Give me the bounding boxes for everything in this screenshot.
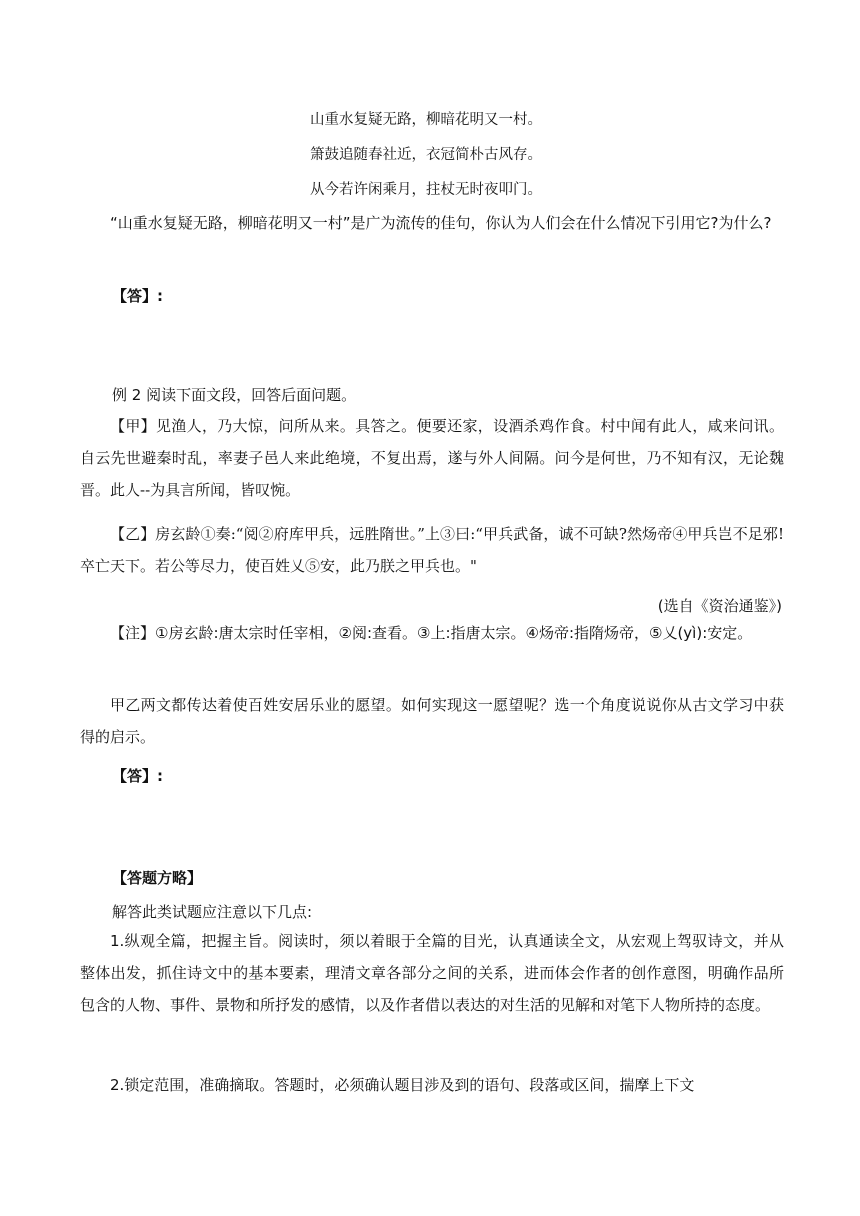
passage-source: (选自《资治通鉴》)	[657, 597, 782, 615]
strategy-point-2: 2.锁定范围，准确摘取。答题时，必须确认题目涉及到的语句、段落或区间，揣摩上下文	[110, 1076, 695, 1094]
strategy-heading: 【答题方略】	[112, 869, 203, 887]
passage-note: 【注】①房玄龄:唐太宗时任宰相，②阅:查看。③上:指唐太宗。④炀帝:指隋炀帝，⑤乂(yì):安定。	[110, 624, 753, 642]
strategy-point-1: 1.纵观全篇，把握主旨。阅读时，须以着眼于全篇的目光，认真通读全文，从宏观上驾驭诗文，并从整体出发，抓住诗文中的基本要素，理清文章各部分之间的关系，进而体会作者的创作意图，明确作品所包含的人物、事件、景物和所抒发的感情，以及作者借以表达的对生活的见解和对笔下人物所持的态度。	[80, 932, 784, 1014]
poem-line-2: 箫鼓追随春社近，衣冠简朴古风存。	[310, 147, 542, 163]
answer-label-2: 【答】:	[112, 767, 163, 785]
answer-label-1: 【答】:	[112, 287, 163, 305]
passage-jia: 【甲】见渔人，乃大惊，问所从来。具答之。便要还家，设酒杀鸡作食。村中闻有此人，咸来问讯。自云先世避秦时乱，率妻子邑人来此绝境，不复出焉，遂与外人间隔。问今是何世，乃不知有汉，无论魏晋。此人--为具言所闻，皆叹惋。	[80, 417, 784, 499]
strategy-intro: 解答此类试题应注意以下几点:	[112, 903, 313, 921]
question-1: “山重水复疑无路，柳暗花明又一村”是广为流传的佳句，你认为人们会在什么情况下引用它?为什么?	[110, 214, 772, 232]
example-2-heading: 例 2 阅读下面文段，回答后面问题。	[112, 386, 357, 404]
question-2: 甲乙两文都传达着使百姓安居乐业的愿望。如何实现这一愿望呢？选一个角度说说你从古文学习中获得的启示。	[80, 696, 784, 746]
passage-yi: 【乙】房玄龄①奏:“阅②府库甲兵，远胜隋世。”上③曰:“甲兵武备，诚不可缺?然炀帝④甲兵岂不足邪!卒亡天下。若公等尽力，使百姓乂⑤安，此乃朕之甲兵也。"	[80, 525, 784, 575]
poem-line-3: 从今若许闲乘月，拄杖无时夜叩门。	[310, 182, 542, 198]
poem-line-1: 山重水复疑无路，柳暗花明又一村。	[310, 112, 542, 128]
